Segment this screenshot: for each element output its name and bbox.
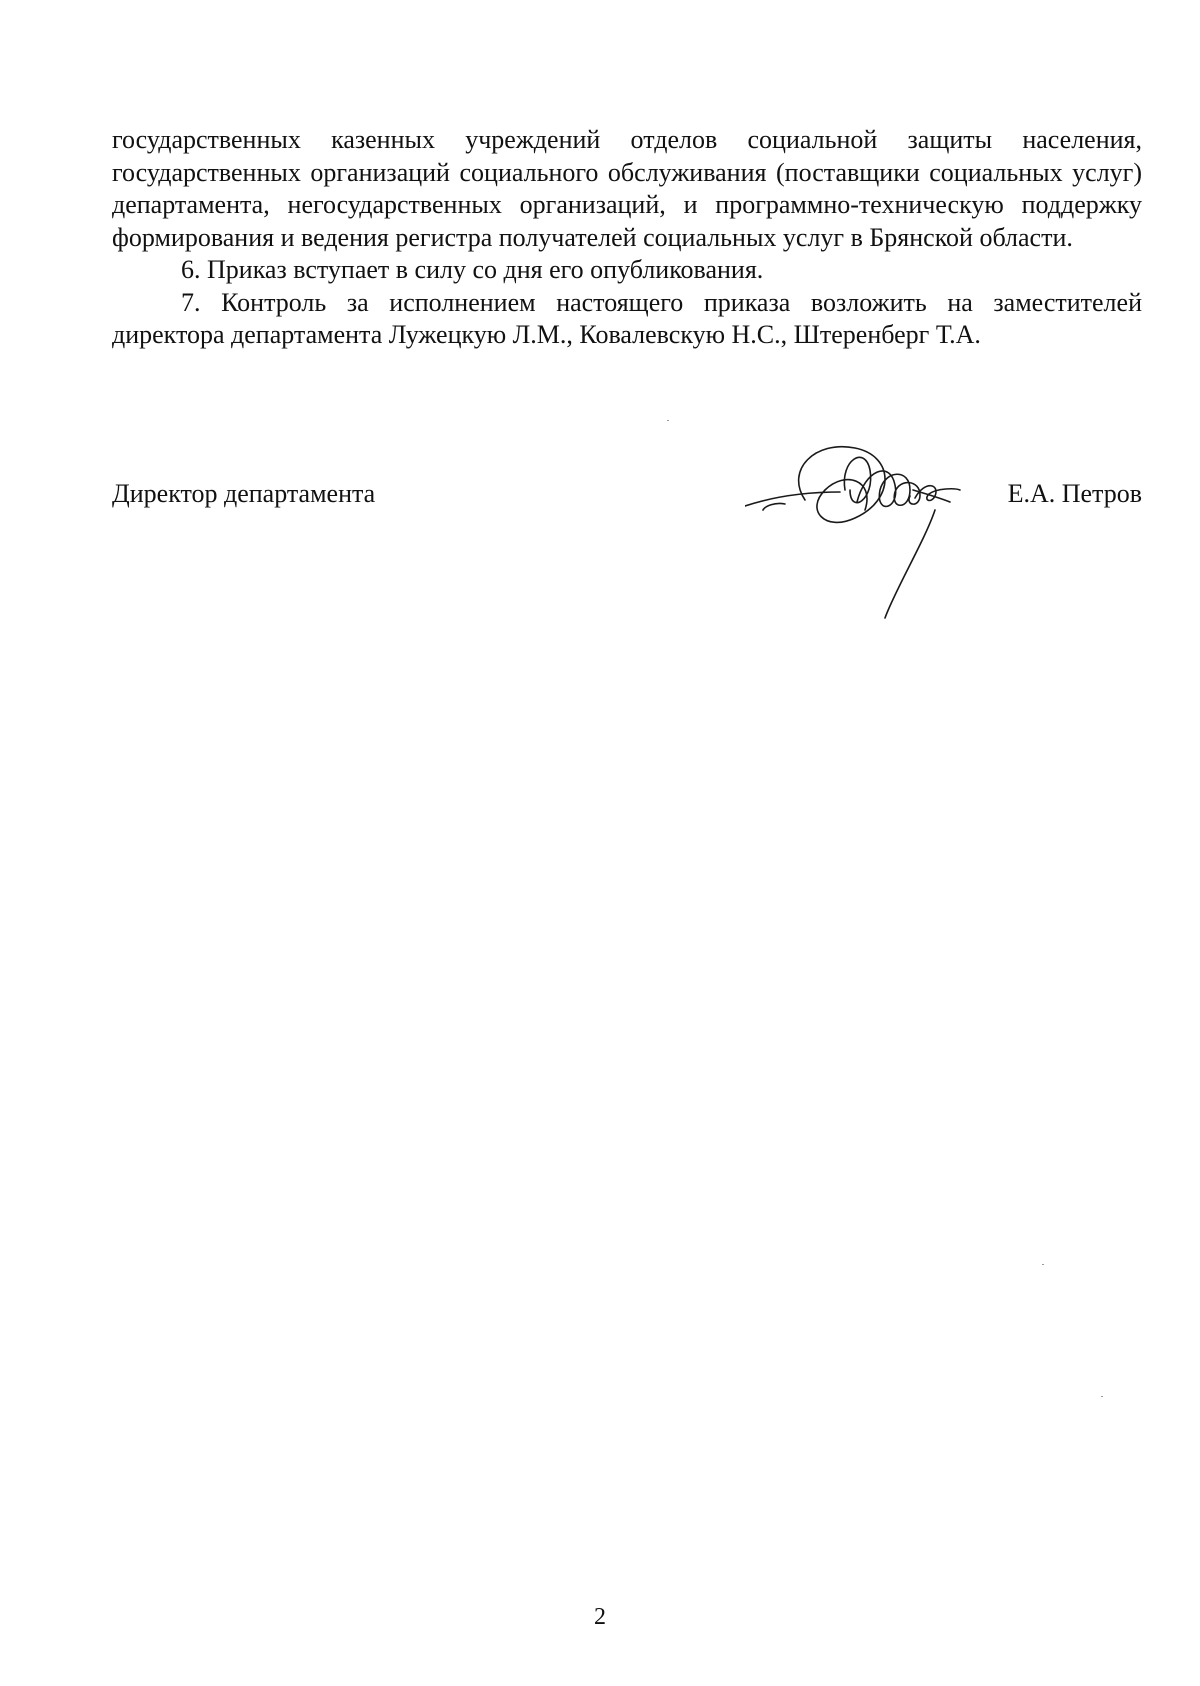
signature-block xyxy=(112,478,1142,518)
scan-speck xyxy=(667,420,669,421)
paragraph-7: 7. Контроль за исполнением настоящего приказа возложить на заместителей директора департамента Лужецкую Л.М., Ковалевскую Н.С., Штеренберг Т.А. xyxy=(112,287,1142,349)
handwritten-signature xyxy=(745,440,975,620)
scan-speck xyxy=(1042,1264,1044,1265)
document-body xyxy=(112,124,1142,352)
signatory-name: Е.А. Петров xyxy=(1007,479,1142,508)
scan-speck xyxy=(1101,1396,1103,1397)
page-number: 2 xyxy=(594,1604,606,1630)
paragraph-continuation: государственных казенных учреждений отделов социальной защиты населения, государственных организаций социального обслуживания (поставщики социальных услуг) департамента, негосударственных организаций, и программно-техническую поддержку формирования и ведения регистра получателей социальных услуг в Брянской области. xyxy=(112,125,1142,252)
paragraph-6: 6. Приказ вступает в силу со дня его опубликования. xyxy=(181,255,764,284)
signatory-position: Директор департамента xyxy=(112,479,376,508)
